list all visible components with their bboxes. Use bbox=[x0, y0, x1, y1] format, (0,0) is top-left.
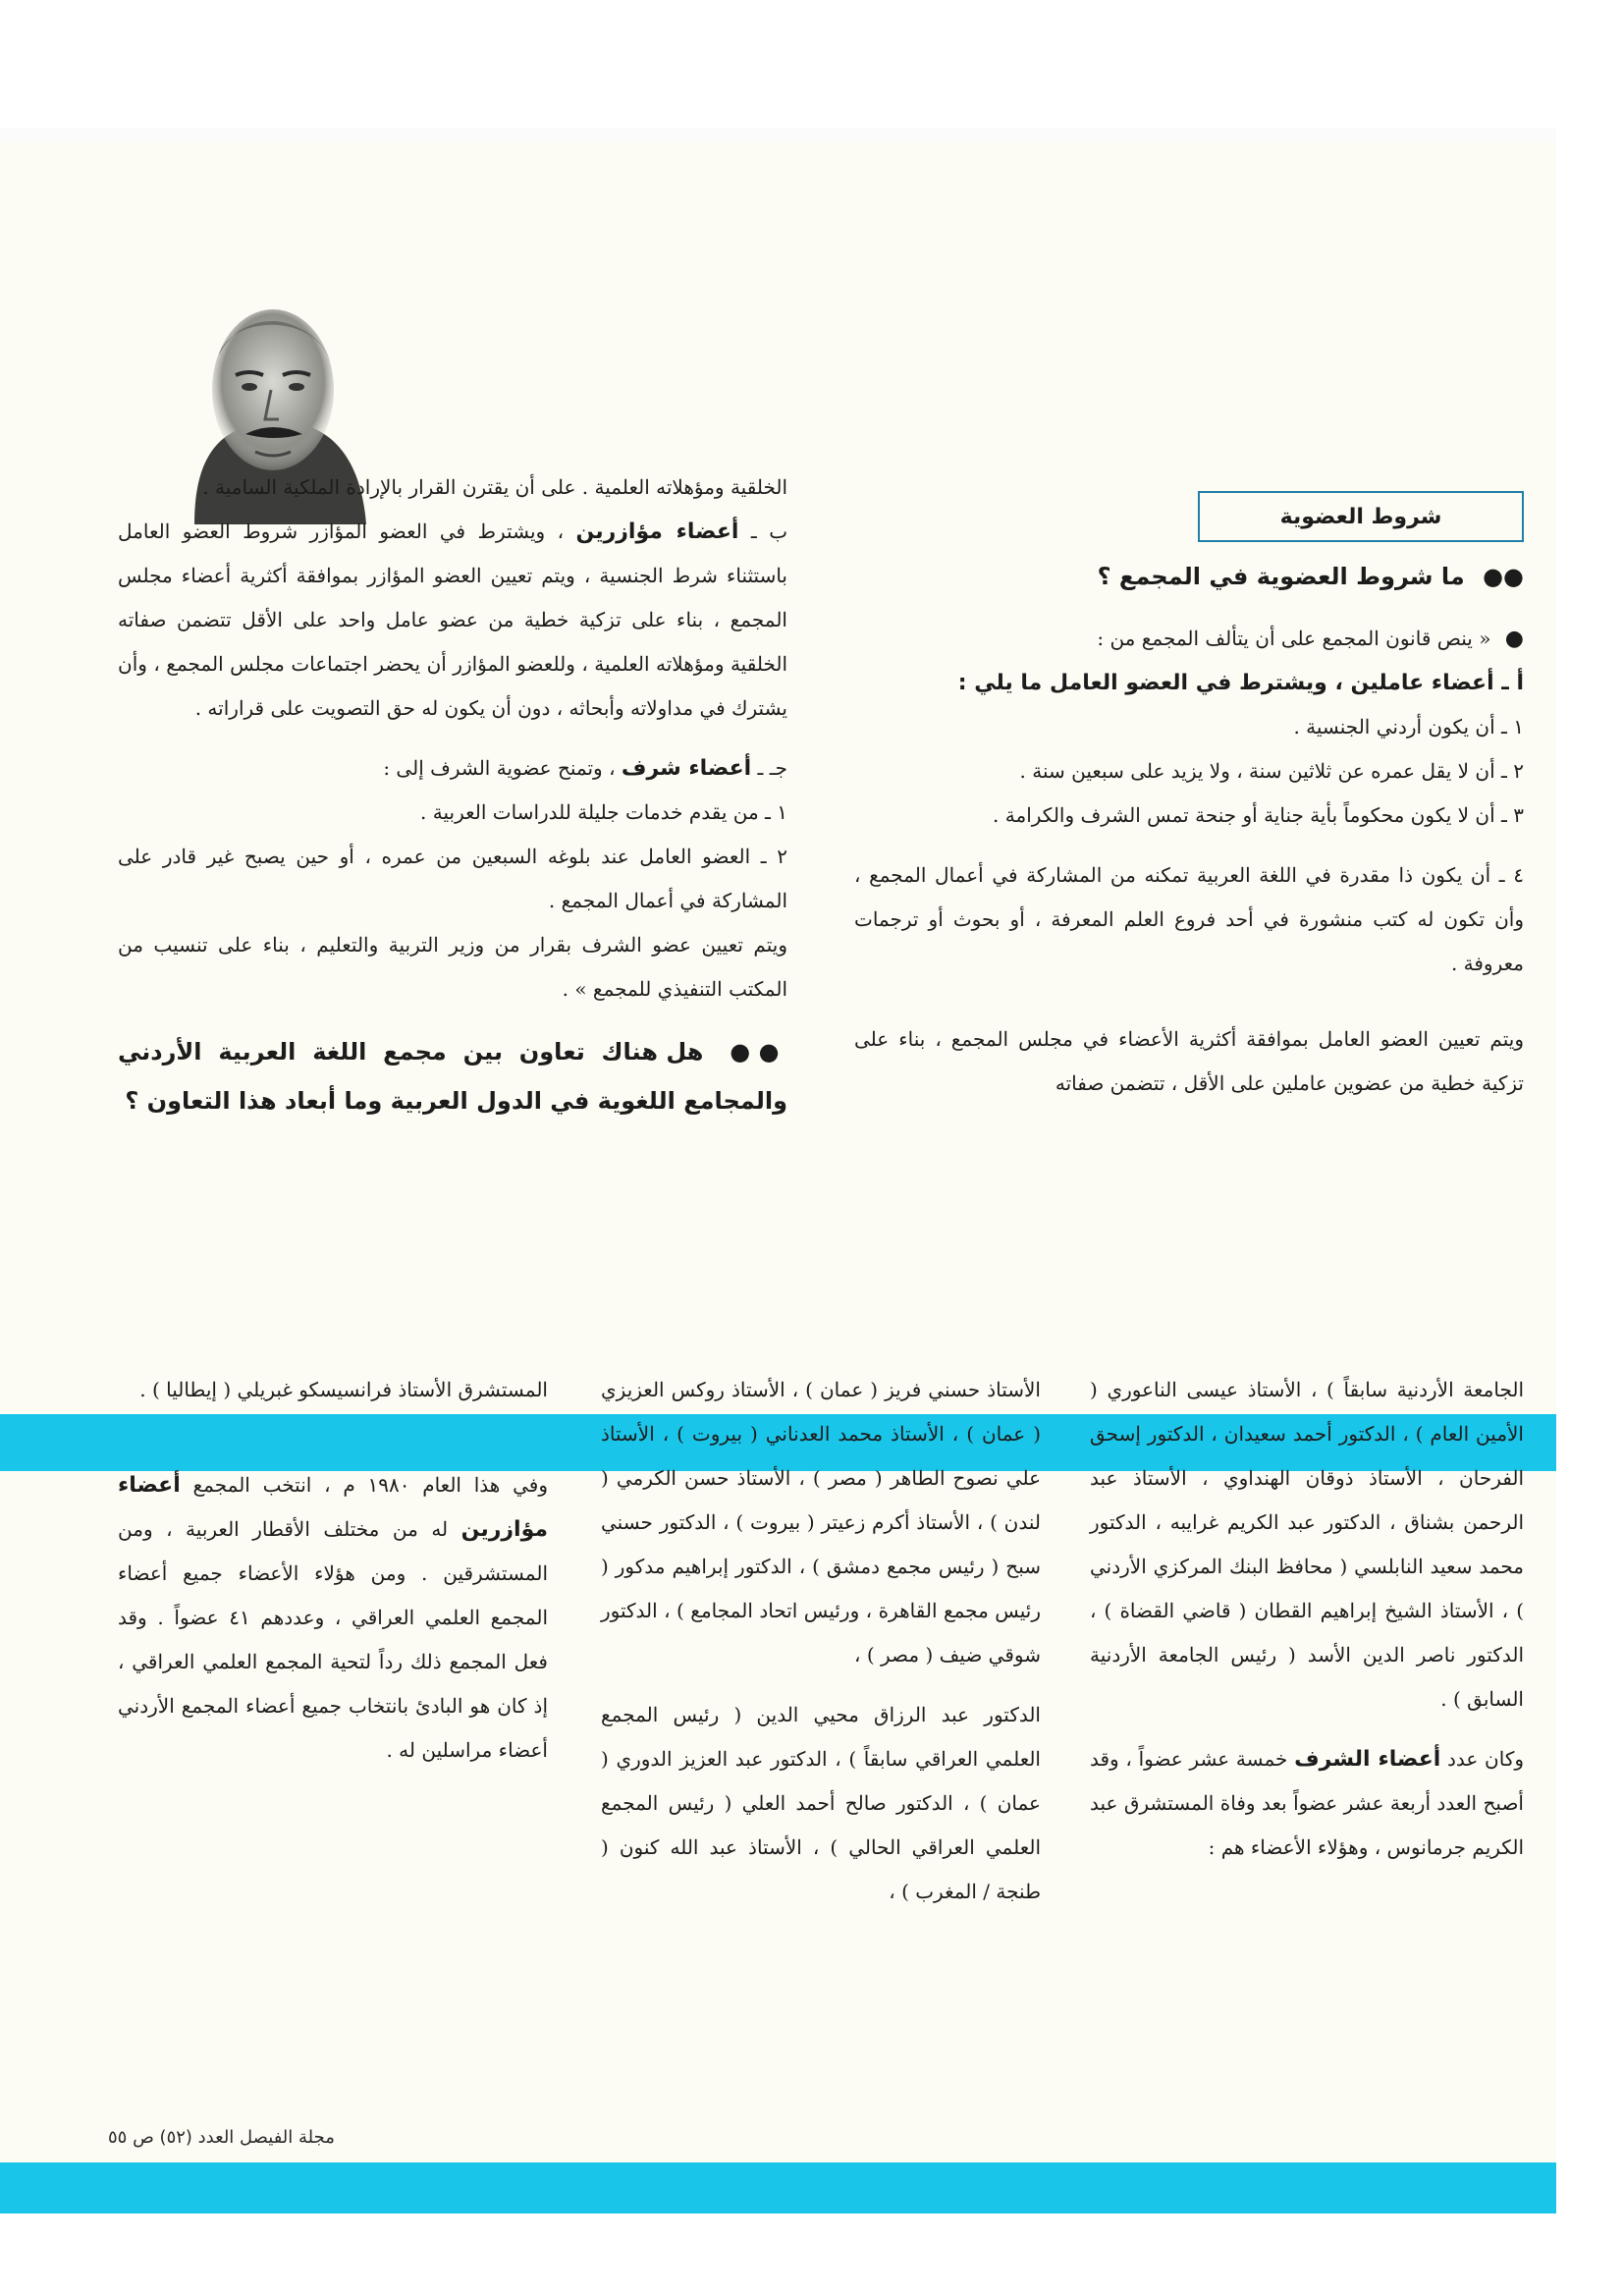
paragraph-prefix: وكان عدد bbox=[1447, 1747, 1525, 1771]
condition-item: ٤ ـ أن يكون ذا مقدرة في اللغة العربية تمكنه من المشاركة في أعمال المجمع ، وأن تكون له كتب منشورة في أحد فروع العلم المعرفة ، أو بحوث أو ترجمات معروفة . bbox=[854, 863, 1524, 975]
bottom-middle-column bbox=[601, 1368, 1041, 1914]
intro-paragraph bbox=[854, 617, 1524, 661]
item-b-prefix: ب ـ bbox=[750, 519, 788, 543]
paragraph-prefix: وفي هذا العام ١٩٨٠ م ، انتخب المجمع bbox=[192, 1473, 548, 1497]
double-dot-marker: ●● bbox=[730, 1038, 788, 1066]
bullet-marker: ● bbox=[1504, 627, 1524, 651]
question-heading bbox=[118, 1027, 787, 1125]
item-b-paragraph bbox=[118, 510, 787, 731]
members-paragraph: الدكتور عبد الرزاق محيي الدين ( رئيس المجمع العلمي العراقي سابقاً ) ، الدكتور عبد العزيز الدوري ( عمان ) ، الدكتور صالح أحمد العلي ( رئيس المجمع العلمي العراقي الحالي ) ، الأستاذ عبد الله كنون ( طنجة / المغرب ) ، bbox=[601, 1703, 1041, 1903]
item-c-heading: أعضاء شرف bbox=[621, 756, 752, 781]
supporting-members-heading: أعضاء مؤازرين bbox=[118, 1473, 549, 1542]
honor-appointment: ويتم تعيين عضو الشرف بقرار من وزير التربية والتعليم ، بناء على تنسيب من المكتب التنفيذي للمجمع » . bbox=[118, 933, 787, 1001]
paragraph-text: له من مختلف الأقطار العربية ، ومن المستشرقين . ومن هؤلاء الأعضاء جميع أعضاء المجمع العلمي العراقي ، وعددهم ٤١ عضواً . وقد فعل المجمع ذلك رداً لتحية المجمع العلمي العراقي ، إذ كان هو البادئ بانتخاب جميع أعضاء المجمع الأردني أعضاء مراسلين له . bbox=[118, 1517, 548, 1762]
item-c-prefix: جـ ـ bbox=[757, 756, 787, 780]
members-paragraph: المستشرق الأستاذ فرانسيسكو غبريلي ( إيطاليا ) . bbox=[139, 1378, 548, 1401]
item-c-paragraph bbox=[118, 746, 787, 791]
appointment-paragraph: ويتم تعيين العضو العامل بموافقة أكثرية الأعضاء في مجلس المجمع ، بناء على تزكية خطية من عضوين عاملين على الأقل ، تتضمن صفاته bbox=[854, 1027, 1524, 1095]
page-footer: مجلة الفيصل العدد (٥٢) ص ٥٥ bbox=[108, 2127, 335, 2148]
question-heading bbox=[854, 552, 1524, 601]
members-paragraph: الجامعة الأردنية سابقاً ) ، الأستاذ عيسى الناعوري ( الأمين العام ) ، الدكتور أحمد سعيدان ، الدكتور إسحق الفرحان ، الأستاذ ذوقان الهنداوي ، الأستاذ عبد الرحمن بشناق ، الدكتور عبد الكريم غرايبه ، الدكتور محمد سعيد النابلسي ( محافظ البنك المركزي الأردني ) ، الأستاذ الشيخ إبراهيم القطان ( قاضي القضاة ) ، الدكتور ناصر الدين الأسد ( رئيس الجامعة الأردنية السابق ) . bbox=[1090, 1378, 1524, 1711]
condition-item: ٢ ـ أن لا يقل عمره عن ثلاثين سنة ، ولا يزيد على سبعين سنة . bbox=[1019, 759, 1524, 783]
left-column bbox=[118, 465, 787, 1125]
condition-item: ٣ ـ أن لا يكون محكوماً بأية جناية أو جنحة تمس الشرف والكرامة . bbox=[993, 803, 1524, 827]
honor-item: ٢ ـ العضو العامل عند بلوغه السبعين من عمره ، أو حين يصبح غير قادر على المشاركة في أعمال المجمع . bbox=[118, 845, 787, 912]
decorative-band bbox=[0, 2162, 1556, 2214]
question-text: ما شروط العضوية في المجمع ؟ bbox=[1097, 563, 1465, 590]
honor-members-heading: أعضاء الشرف bbox=[1294, 1747, 1441, 1772]
intro-text: « ينص قانون المجمع على أن يتألف المجمع من : bbox=[1097, 627, 1491, 650]
members-paragraph: الأستاذ حسني فريز ( عمان ) ، الأستاذ روكس العزيزي ( عمان ) ، الأستاذ محمد العدناني ( بيروت ) ، الأستاذ علي نصوح الطاهر ( مصر ) ، الأستاذ حسن الكرمي ( لندن ) ، الأستاذ أكرم زعيتر ( بيروت ) ، الدكتور حسني سبح ( رئيس مجمع دمشق ) ، الدكتور إبراهيم مدكور ( رئيس مجمع القاهرة ، ورئيس اتحاد المجامع ) ، الدكتور شوقي ضيف ( مصر ) ، bbox=[601, 1378, 1041, 1667]
item-b-text: ، ويشترط في العضو المؤازر شروط العضو العامل باستثناء شرط الجنسية ، ويتم تعيين العضو المؤازر بموافقة أكثرية أعضاء مجلس المجمع ، بناء على تزكية خطية من عضو عامل واحد على الأقل تتضمن صفاته الخلقية ومؤهلاته العلمية ، وللعضو المؤازر أن يحضر اجتماعات مجلس المجمع ، وأن يشترك في مداولاته وأبحاثه ، دون أن يكون له حق التصويت على قراراته . bbox=[118, 519, 787, 720]
bottom-left-column bbox=[118, 1368, 548, 1773]
item-a-heading: أ ـ أعضاء عاملين ، ويشترط في العضو العامل ما يلي : bbox=[957, 671, 1524, 695]
condition-item: ١ ـ أن يكون أردني الجنسية . bbox=[1293, 715, 1524, 738]
supporting-members-paragraph bbox=[118, 1463, 548, 1773]
paragraph-text: خمسة عشر عضواً ، وقد أصبح العدد أربعة عشر عضواً بعد وفاة المستشرق عبد الكريم جرمانوس ، وهؤلاء الأعضاء هم : bbox=[1090, 1747, 1524, 1859]
section-box: شروط العضوية bbox=[1198, 491, 1524, 542]
double-dot-marker: ●● bbox=[1483, 563, 1524, 590]
honor-item: ١ ـ من يقدم خدمات جليلة للدراسات العربية . bbox=[420, 800, 787, 824]
right-column bbox=[854, 491, 1524, 1106]
honor-members-paragraph bbox=[1090, 1737, 1524, 1870]
continuation-paragraph: الخلقية ومؤهلاته العلمية . على أن يقترن القرار بالإرادة الملكية السامية . bbox=[202, 475, 787, 499]
item-b-heading: أعضاء مؤازرين bbox=[575, 519, 739, 544]
question-text: هل هناك تعاون بين مجمع اللغة العربية الأردني والمجامع اللغوية في الدول العربية وما أبعاد هذا التعاون ؟ bbox=[118, 1038, 787, 1115]
bottom-right-column bbox=[1090, 1368, 1524, 1870]
top-strip bbox=[0, 128, 1556, 141]
item-c-text: ، وتمنح عضوية الشرف إلى : bbox=[383, 756, 616, 780]
